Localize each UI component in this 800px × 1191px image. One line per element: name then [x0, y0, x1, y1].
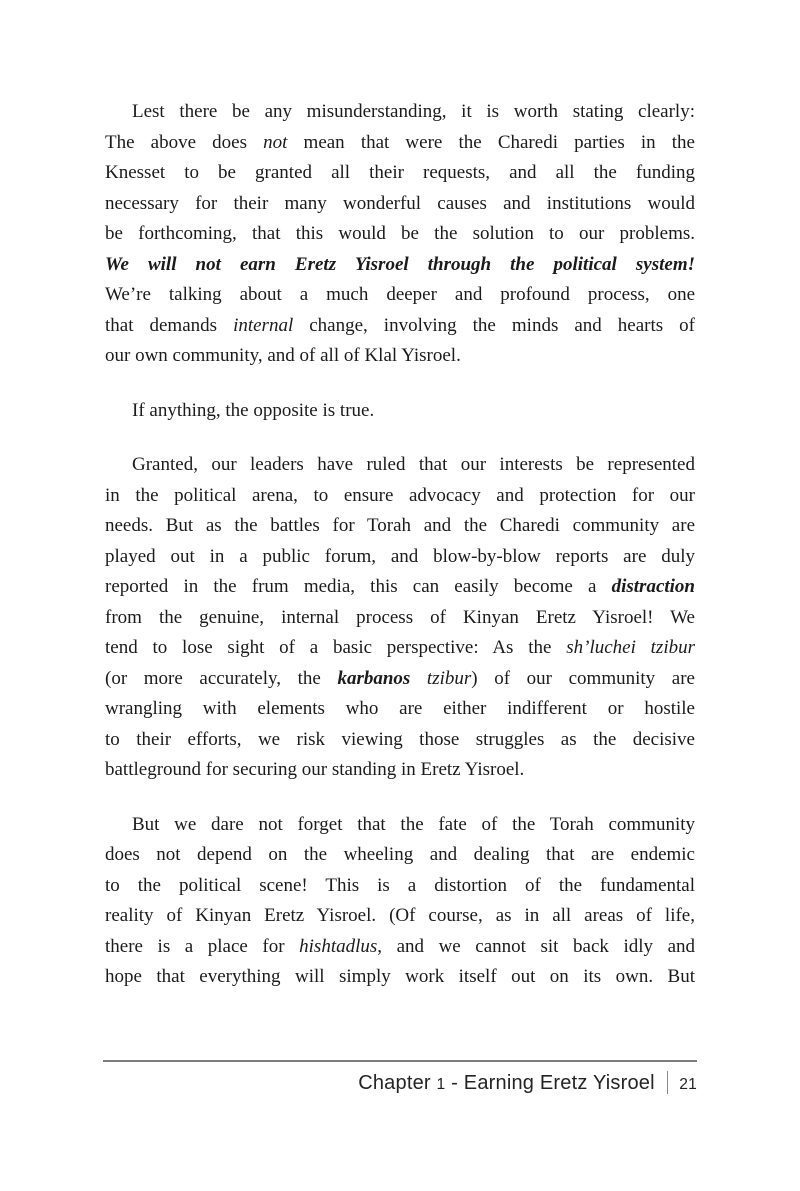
- text-segment: our own community, and of all of Klal Yisroel.: [105, 345, 461, 366]
- chapter-running-footer: [358, 1072, 655, 1094]
- text-line: [105, 280, 695, 311]
- text-segment: karbanos: [337, 667, 411, 689]
- text-line: [105, 603, 695, 634]
- page-body-text: [105, 97, 695, 1017]
- text-segment: not: [263, 131, 288, 153]
- text-segment: hope that everything will simply work itself out on its own. But: [105, 966, 695, 987]
- text-segment: hishtadlus: [299, 935, 378, 957]
- text-segment: ) of our community are: [471, 667, 695, 689]
- text-segment: to the political scene! This is a distortion of the fundamental: [105, 874, 695, 896]
- text-segment: Knesset to be granted all their requests, and all the funding: [105, 162, 695, 183]
- text-segment: from the genuine, internal process of Kinyan Eretz Yisroel! We: [105, 606, 695, 628]
- paragraph-3: [105, 450, 695, 786]
- page-footer: [105, 1071, 697, 1095]
- text-line: [105, 481, 695, 512]
- text-segment: reported in the frum media, this can easily become a: [105, 576, 612, 597]
- text-line: [105, 158, 695, 189]
- text-line: [105, 219, 695, 250]
- text-line: [105, 664, 695, 695]
- text-segment: there is a place for: [105, 935, 300, 957]
- text-segment: If anything, the opposite is true.: [132, 399, 375, 421]
- text-segment: necessary for their many wonderful causes and institutions would: [105, 192, 695, 214]
- text-line: [105, 396, 695, 427]
- text-line: [105, 311, 695, 342]
- text-line: [105, 128, 695, 159]
- text-segment: But we dare not forget that the fate of the Torah community: [132, 813, 695, 835]
- text-line: [105, 725, 695, 756]
- text-line: [105, 341, 695, 372]
- text-segment: distraction: [611, 576, 695, 597]
- text-line: [105, 250, 695, 281]
- text-segment: that demands: [105, 314, 234, 336]
- text-line: [105, 755, 695, 786]
- text-segment: be forthcoming, that this would be the solution to our problems.: [105, 223, 695, 244]
- paragraph-1: [105, 97, 695, 372]
- page-number: 21: [679, 1076, 697, 1093]
- text-segment: internal: [233, 314, 294, 336]
- paragraph-2: [105, 396, 695, 427]
- text-segment: does not depend on the wheeling and dealing that are endemic: [105, 844, 695, 865]
- text-line: [105, 901, 695, 932]
- text-segment: sh’luchei tzibur: [566, 637, 695, 658]
- text-line: [105, 542, 695, 573]
- text-line: [105, 962, 695, 993]
- text-line: [105, 572, 695, 603]
- text-line: [105, 810, 695, 841]
- text-segment: reality of Kinyan Eretz Yisroel. (Of course, as in all areas of life,: [105, 905, 695, 926]
- text-segment: mean that were the Charedi parties in the: [287, 131, 695, 153]
- text-segment: wrangling with elements who are either indifferent or hostile: [105, 698, 695, 719]
- text-segment: to their efforts, we risk viewing those struggles as the decisive: [105, 728, 695, 750]
- text-segment: We will not earn Eretz Yisroel through the political system!: [105, 253, 695, 275]
- text-segment: in the political arena, to ensure advocacy and protection for our: [105, 484, 695, 506]
- text-line: [105, 932, 695, 963]
- text-segment: needs. But as the battles for Torah and the Charedi community are: [105, 515, 695, 536]
- text-segment: Lest there be any misunderstanding, it is worth stating clearly:: [132, 101, 695, 122]
- text-segment: 1: [436, 1076, 446, 1093]
- text-segment: tzibur: [410, 667, 472, 689]
- paragraph-4: [105, 810, 695, 993]
- text-segment: , and we cannot sit back idly and: [377, 935, 696, 957]
- text-line: [105, 511, 695, 542]
- text-segment: change, involving the minds and hearts of: [293, 314, 695, 336]
- text-line: [105, 840, 695, 871]
- text-segment: The above does: [105, 131, 264, 153]
- text-segment: - Earning Eretz Yisroel: [445, 1072, 655, 1094]
- text-segment: Granted, our leaders have ruled that our interests be represented: [132, 454, 695, 475]
- text-line: [105, 871, 695, 902]
- text-segment: (or more accurately, the: [105, 667, 338, 689]
- text-segment: tend to lose sight of a basic perspective: As the: [105, 637, 567, 658]
- footer-separator: [667, 1071, 669, 1094]
- text-line: [105, 450, 695, 481]
- text-segment: battleground for securing our standing in Eretz Yisroel.: [105, 759, 525, 780]
- text-line: [105, 633, 695, 664]
- text-line: [105, 694, 695, 725]
- text-line: [105, 97, 695, 128]
- text-segment: played out in a public forum, and blow-by-blow reports are duly: [105, 545, 695, 567]
- text-line: [105, 189, 695, 220]
- footer-rule: [103, 1060, 697, 1062]
- text-segment: Chapter: [358, 1072, 437, 1094]
- text-segment: We’re talking about a much deeper and profound process, one: [105, 284, 695, 305]
